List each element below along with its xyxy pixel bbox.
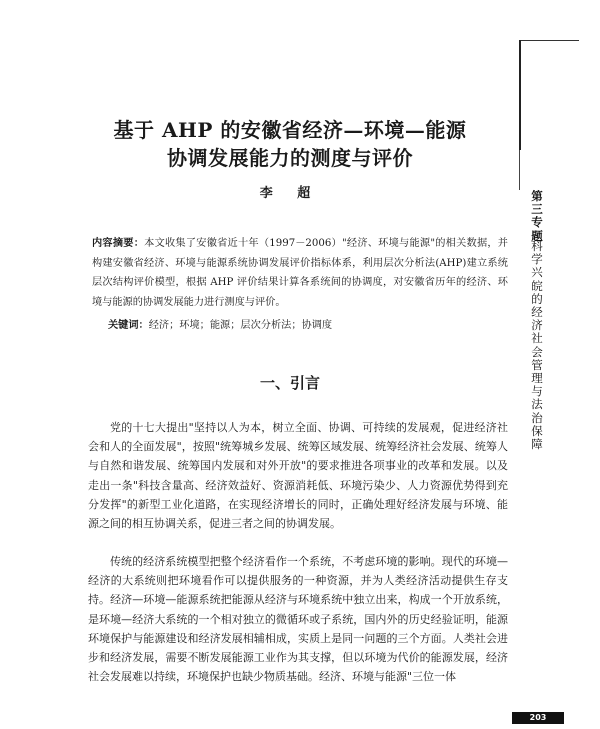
paragraph-text: 传统的经济系统模型把整个经济看作一个系统，不考虑环境的影响。现代的环境—经济的大系统则把环境看作可以提供服务的一种资源，并为人类经济活动提供生存支持。经济—环境—能源系统把能源从经济与环境系统中独立出来，构成一个开放系统，是环境—经济大系统的一个相对独立的微循环或子系统，国内外的历史经验证明，能源环境保护与能源建设和经济发展相辅相成，实质上是同一问题的三个方面。人类社会进步和经济发展，需要不断发展能源工业作为其支撑，但以环境为代价的能源发展，经济社会发展难以持续，环境保护也缺少物质基础。经济、环境与能源"三位一体 <box>88 555 508 684</box>
sidebar-section-title: 科学兴皖的经济社会管理与法治保障 <box>531 239 543 452</box>
header-rule <box>519 40 579 41</box>
paragraph-text: 党的十七大提出"坚持以人为本，树立全面、协调、可持续的发展观，促进经济社会和人的全面发展"，按照"统筹城乡发展、统筹区域发展、统筹经济社会发展、统筹人与自然和谐发展、统筹国内发展和对外开放"的要求推进各项事业的改革和发展。以及走出一条"科技含量高、经济效益好、资源消耗低、环境污染少、人力资源优势得到充分发挥"的新型工业化道路，在实现经济增长的同时，正确处理好经济发展与环境、能源之间的相互协调关系，促进三者之间的协调发展。 <box>88 421 508 531</box>
article-author: 李 超 <box>259 186 321 201</box>
article-title-line1: 基于 AHP 的安徽省经济—环境—能源 <box>113 118 467 142</box>
article-title-line2: 协调发展能力的测度与评价 <box>167 146 413 170</box>
keywords-label: 关键词： <box>108 320 149 331</box>
page-number: 203 <box>512 712 564 724</box>
abstract-text: 本文收集了安徽省近十年（1997－2006）"经济、环境与能源"的相关数据，并构建安徽省经济、环境与能源系统协调发展评价指标体系，利用层次分析法(AHP)建立系统层次结构评价模型，根据 AHP 评价结果计算各系统间的协调度，对安徽省历年的经济、环境与能源的协调发展能力进行测度与评价。 <box>92 238 508 308</box>
body-paragraph-2 <box>88 552 508 686</box>
keywords-text: 经济；环境；能源；层次分析法；协调度 <box>148 320 333 331</box>
abstract-label: 内容摘要： <box>92 238 145 249</box>
section-heading: 一、引言 <box>259 374 320 392</box>
abstract <box>92 234 508 312</box>
body-paragraph-1 <box>88 418 508 533</box>
keywords <box>108 318 508 334</box>
sidebar-section-label: 第三专题 <box>531 189 543 243</box>
